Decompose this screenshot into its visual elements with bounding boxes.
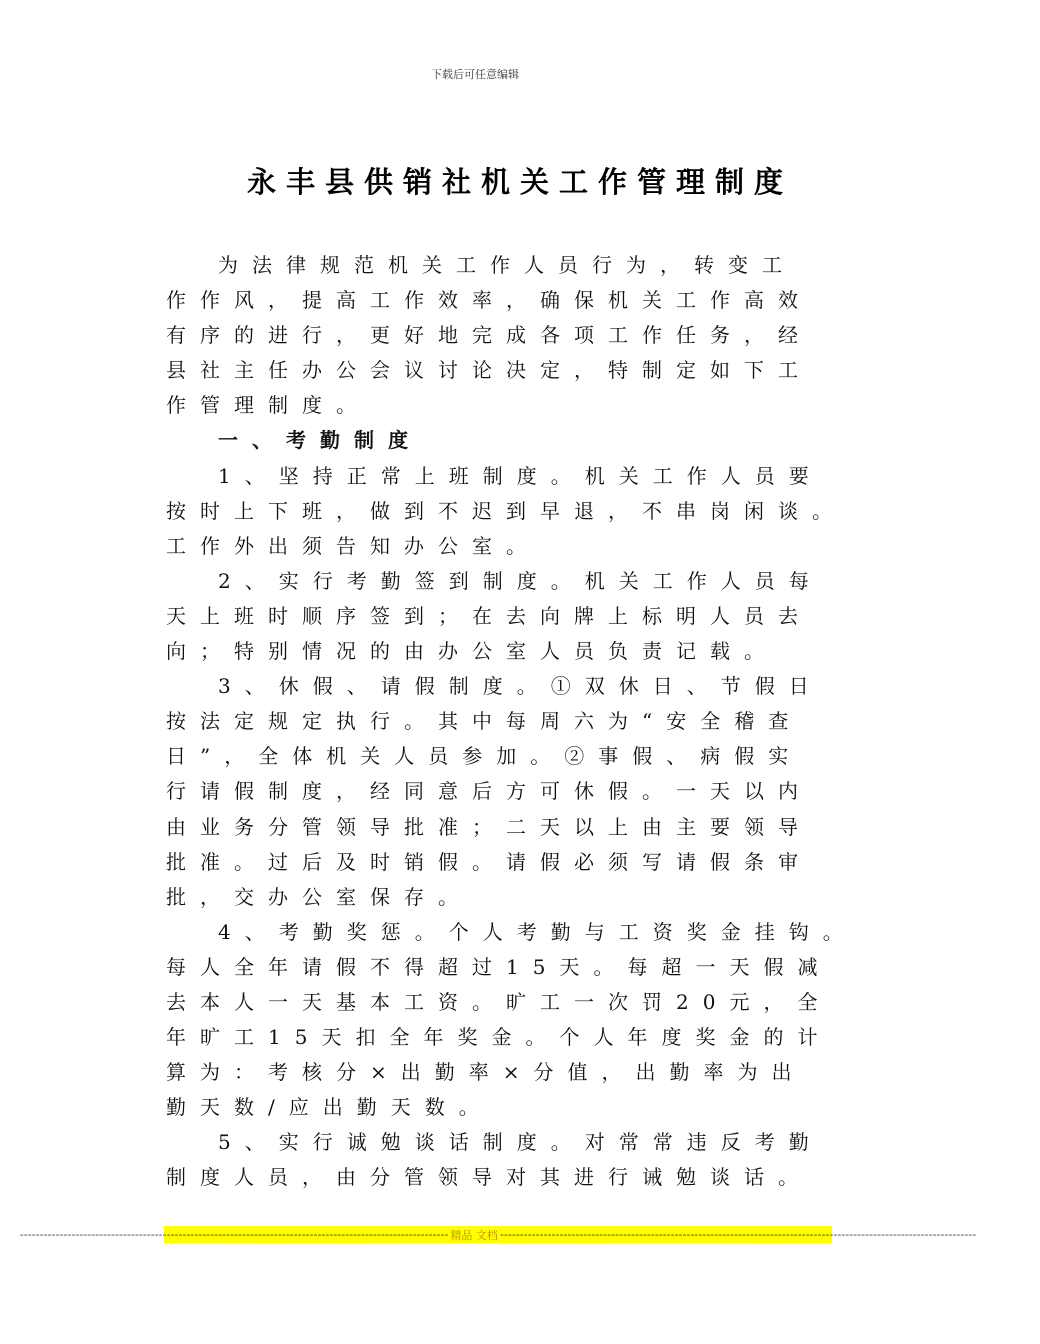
body-text-line: 作管理制度。 — [166, 393, 370, 418]
body-text-line: 按法定规定执行。其中每周六为“安全稽查 — [166, 709, 803, 734]
body-text-line: 工作外出须告知办公室。 — [166, 533, 540, 558]
footer-label: 精品 文档 — [450, 1228, 498, 1242]
body-text-line: 按时上下班，做到不迟到早退，不串岗闲谈。 — [166, 498, 846, 523]
body-text-line: 批，交办公室保存。 — [166, 884, 472, 909]
body-text-line: 去本人一天基本工资。旷工一次罚20元，全 — [166, 989, 832, 1014]
body-text-line: 勤天数/应出勤天数。 — [166, 1095, 493, 1120]
body-text-line: 由业务分管领导批准；二天以上由主要领导 — [166, 814, 812, 839]
body-text-line: 每人全年请假不得超过15天。每超一天假减 — [166, 954, 832, 979]
body-text-line: 2、实行考勤签到制度。机关工作人员每 — [218, 568, 823, 593]
body-text-line: 为法律规范机关工作人员行为，转变工 — [218, 253, 796, 277]
body-text-line: 天上班时顺序签到；在去向牌上标明人员去 — [166, 603, 812, 628]
body-text-line: 1、坚持正常上班制度。机关工作人员要 — [218, 463, 823, 488]
footer-dash-right: ------------------------------------------------------------------------------------------------------------------------ — [499, 1228, 977, 1241]
body-text-line: 有序的进行，更好地完成各项工作任务，经 — [166, 323, 812, 348]
body-text-line: 5、实行诚勉谈话制度。对常常违反考勤 — [218, 1130, 823, 1155]
body-text-line: 年旷工15天扣全年奖金。个人年度奖金的计 — [166, 1025, 832, 1050]
document-title: 永丰县供销社机关工作管理制度 — [246, 165, 793, 199]
page-header: 下载后可任意编辑 — [431, 68, 519, 81]
section-heading: 一、考勤制度 — [218, 428, 422, 453]
body-text-line: 行请假制度，经同意后方可休假。一天以内 — [166, 779, 812, 804]
footer-banner — [19, 1226, 977, 1243]
footer-dash-left: ------------------------------------------------------------------------------------------------------------ — [19, 1228, 449, 1241]
body-text-line: 向；特别情况的由办公室人员负责记载。 — [166, 639, 778, 664]
body-text-line: 日”，全体机关人员参加。②事假、病假实 — [166, 744, 803, 769]
body-text-line: 3、休假、请假制度。①双休日、节假日 — [218, 674, 823, 699]
body-text-line: 4、考勤奖惩。个人考勤与工资奖金挂钩。 — [218, 919, 857, 944]
body-text-line: 算为：考核分×出勤率×分值，出勤率为出 — [166, 1060, 806, 1085]
body-text-line: 作作风，提高工作效率，确保机关工作高效 — [166, 288, 812, 313]
document-body — [166, 248, 857, 1196]
body-text-line: 制度人员，由分管领导对其进行诫勉谈话。 — [166, 1165, 812, 1190]
body-text-line: 批准。过后及时销假。请假必须写请假条审 — [166, 849, 812, 874]
body-text-line: 县社主任办公会议讨论决定，特制定如下工 — [166, 358, 812, 383]
